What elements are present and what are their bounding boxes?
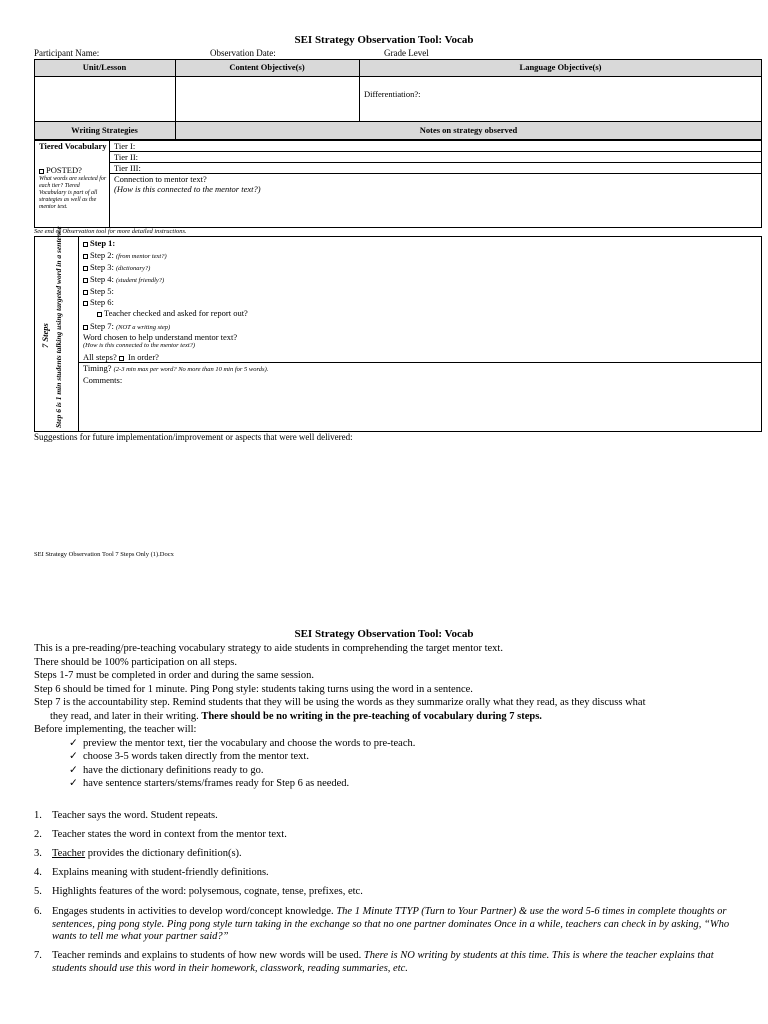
check-item: ✓ preview the mentor text, tier the vocabulary and choose the words to pre-teach. [69, 737, 416, 749]
tier-2-label: Tier II: [114, 152, 139, 162]
differentiation-label: Differentiation?: [364, 89, 421, 99]
checklist [34, 737, 744, 791]
checkmark-icon: ✓ [69, 764, 78, 776]
suggestions-label: Suggestions for future implementation/improvement or aspects that were well delivered: [34, 432, 353, 442]
all-steps-checkbox[interactable] [119, 356, 124, 361]
checkmark-icon: ✓ [69, 751, 78, 762]
checkmark-icon: ✓ [69, 737, 78, 749]
list-item: 4. Explains meaning with student-friendly definitions. [34, 867, 269, 878]
unit-lesson-header: Unit/Lesson [82, 62, 127, 72]
list-item: 5. Highlights features of the word: polysemous, cognate, tense, prefixes, etc. [34, 886, 363, 897]
notes-observed-header: Notes on strategy observed [419, 125, 518, 135]
before-implementing: Before implementing, the teacher will: [34, 724, 197, 735]
list-item: 1. Teacher says the word. Student repeats. [34, 810, 218, 821]
check-item: ✓ choose 3-5 words taken directly from the mentor text. [69, 751, 309, 762]
check-item: ✓ have sentence starters/stems/frames ready for Step 6 as needed. [69, 778, 350, 789]
step7-line-1: Step 7 is the accountability step. Remind students that they will be using the words as they summarize orally what they read, as they discuss what [34, 697, 646, 708]
word-chosen-label: Word chosen to help understand mentor text? [83, 332, 238, 342]
seven-steps-side-title: 7 Steps [40, 323, 50, 348]
tier-3-label: Tier III: [114, 163, 141, 173]
word-chosen-note: (How is this connected to the mentor text?) [83, 342, 196, 349]
tiered-vocabulary-title: Tiered Vocabulary [39, 141, 107, 151]
step-2-item: Step 2: (from mentor text?) [83, 250, 167, 260]
seven-steps-side-note-1: Step 6 is 1 min students talking using targeted word in a sentence [54, 226, 63, 428]
intro-line-3: Steps 1-7 must be completed in order and during the same session. [34, 670, 314, 681]
posted-checkbox[interactable] [39, 169, 44, 174]
step7-line-2: they read, and later in their writing. There should be no writing in the pre-teaching of vocabulary during 7 steps. [50, 710, 542, 722]
tier-1-label: Tier I: [114, 141, 136, 151]
page2-title: SEI Strategy Observation Tool: Vocab [294, 628, 474, 640]
list-item: 2. Teacher states the word in context from the mentor text. [34, 829, 287, 840]
check-item: ✓ have the dictionary definitions ready to go. [69, 764, 264, 776]
connection-label: Connection to mentor text? [114, 174, 207, 184]
observation-date-label: Observation Date: [210, 48, 276, 58]
step-3-item: Step 3: (dictionary?) [83, 262, 150, 272]
participant-name-label: Participant Name: [34, 48, 100, 58]
step-4-item: Step 4: (student friendly?) [83, 274, 164, 284]
step-7-item: Step 7: (NOT a writing step) [83, 321, 170, 331]
list-item: 7. Teacher reminds and explains to students of how new words will be used. There is NO writing by students at this time. This is where the teacher explains that students should use this word in their homework, classwork, reading summaries, etc. [34, 950, 714, 974]
teacher-checked-item: Teacher checked and asked for report out? [97, 308, 248, 318]
intro-line-2: There should be 100% participation on all steps. [34, 656, 237, 668]
content-objective-header: Content Objective(s) [229, 62, 305, 72]
step-6-item: Step 6: [83, 297, 114, 307]
all-steps-item: All steps? In order? [83, 352, 159, 362]
grade-level-label: Grade Level [384, 48, 429, 58]
list-item: 3. Teacher provides the dictionary definition(s). [34, 848, 242, 859]
writing-strategies-header: Writing Strategies [71, 125, 138, 135]
step-1-checkbox[interactable] [83, 242, 88, 247]
step-1-item: Step 1: [83, 238, 115, 248]
teacher-checked-checkbox[interactable] [97, 312, 102, 317]
step-7-checkbox[interactable] [83, 325, 88, 330]
intro-line-4: Step 6 should be timed for 1 minute. Ping Pong style: students taking turns using the word in a sentence. [34, 683, 473, 695]
step-2-checkbox[interactable] [83, 254, 88, 259]
tiered-note: What words are selected for each tier? Tiered Vocabulary is part of all strategies as well as the mentor text. [39, 176, 107, 210]
posted-checkbox-row: POSTED? [39, 165, 82, 175]
footer-filename: SEI Strategy Observation Tool 7 Steps Only (1).Docx [34, 551, 174, 558]
step-3-checkbox[interactable] [83, 266, 88, 271]
step-5-item: Step 5: [83, 286, 114, 296]
step-5-checkbox[interactable] [83, 290, 88, 295]
instructions-intro [34, 642, 744, 791]
checkmark-icon: ✓ [69, 778, 78, 789]
language-objective-header: Language Objective(s) [519, 62, 602, 72]
step-4-checkbox[interactable] [83, 278, 88, 283]
comments-label: Comments: [83, 375, 123, 385]
list-item: 6. Engages students in activities to develop word/concept knowledge. The 1 Minute TTYP (Turn to Your Partner) & use the word 5-6 times in complete thoughts or sentences, ping pong style. Ping pong style turn taking in the exchange so that no one partner dominates Once in a while, teachers can check in by asking, “Who wants to tell me what your partner said?” [34, 906, 730, 942]
step-6-checkbox[interactable] [83, 301, 88, 306]
page-title: SEI Strategy Observation Tool: Vocab [294, 34, 474, 46]
see-end-note: See end of Observation tool for more detailed instructions. [34, 228, 187, 235]
timing-item: Timing? (2-3 min max per word? No more than 10 min for 5 words). [83, 363, 269, 373]
intro-line-1: This is a pre-reading/pre-teaching vocabulary strategy to aide students in comprehending the target mentor text. [34, 643, 503, 654]
connection-note: (How is this connected to the mentor text?) [114, 184, 261, 194]
